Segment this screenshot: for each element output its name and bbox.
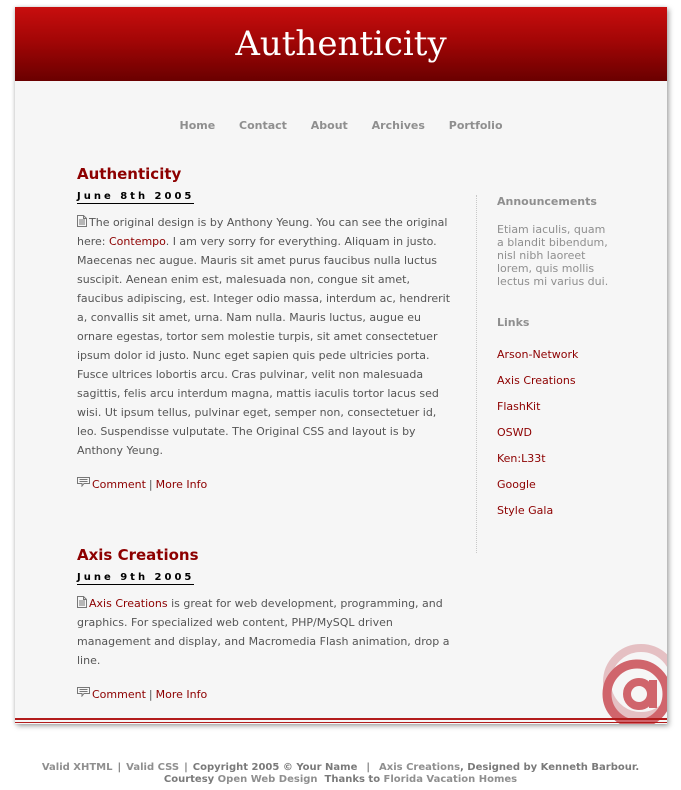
valid-css-link[interactable]: Valid CSS [126, 762, 180, 773]
separator: | [184, 762, 188, 773]
announcements-text: Etiam iaculis, quam a blandit bibendum, nisl nibh laoreet lorem, quis mollis lectus mi varius dui. [497, 223, 609, 288]
sidebar-divider [476, 195, 477, 553]
separator: | [117, 762, 122, 773]
page-container [15, 7, 667, 724]
link-ken-l33t[interactable]: Ken:L33t [497, 452, 546, 465]
nav-about[interactable]: About [310, 119, 348, 132]
separator: | [148, 478, 153, 491]
site-title: Authenticity [235, 24, 447, 64]
post-actions [77, 687, 452, 703]
post-text: . I am very sorry for everything. Aliquam in justo. Maecenas nec augue. Mauris sit amet purus faucibus nulla luctus suscipit. Aenean enim est, malesuada non, congue sit amet, faucibus adipiscing, est. Integer odio massa, interdum ac, hendrerit a, convallis sit amet, urna. Nam nulla. Mauris luctus, augue eu ornare egestas, tortor sem molestie turpis, sit amet consectetuer ipsum dolor id justo. Nunc eget sapien quis pede ultricies porta. Fusce ultrices lobortis arcu. Cras pulvinar, velit non malesuada sagittis, felis arcu interdum magna, mattis iaculis tortor lacus sed wisi. Ut ipsum tellus, pulvinar eget, semper non, consectetuer id, leo. Suspendisse vulputate. The Original CSS and layout is by Anthony Yeung. [77, 235, 451, 457]
nav-home[interactable]: Home [179, 119, 216, 132]
nav-archives[interactable]: Archives [371, 119, 425, 132]
post-date: June 9th 2005 [77, 572, 195, 583]
copyright-text: Copyright 2005 © Your Name [192, 762, 358, 773]
more-info-link[interactable]: More Info [155, 688, 208, 701]
post-body [77, 594, 452, 670]
list-item [497, 420, 637, 446]
sidebar [497, 195, 637, 524]
link-axis-creations[interactable]: Axis Creations [497, 374, 576, 387]
link-arson-network[interactable]: Arson-Network [497, 348, 579, 361]
designed-by-text: , Designed by Kenneth Barbour. [460, 762, 640, 773]
comment-icon [77, 477, 90, 487]
post-date: June 8th 2005 [77, 191, 195, 202]
comment-link[interactable]: Comment [92, 688, 146, 701]
link-oswd[interactable]: OSWD [497, 426, 532, 439]
post-actions [77, 477, 452, 493]
florida-vacation-homes-link[interactable]: Florida Vacation Homes [383, 774, 518, 785]
site-footer [0, 762, 681, 786]
post-title: Axis Creations [77, 546, 199, 564]
link-flashkit[interactable]: FlashKit [497, 400, 541, 413]
at-sign-logo-icon [597, 634, 667, 724]
footer-line-1 [0, 762, 681, 774]
links-heading: Links [497, 316, 530, 329]
post-body [77, 213, 452, 460]
post-text: The original design is by Anthony Yeung. You can see the original here: [77, 216, 448, 248]
comment-icon [77, 687, 90, 697]
list-item [497, 498, 637, 524]
list-item [497, 394, 637, 420]
axis-creations-link[interactable]: Axis Creations [89, 597, 168, 610]
open-web-design-link[interactable]: Open Web Design [217, 774, 318, 785]
list-item [497, 446, 637, 472]
nav-contact[interactable]: Contact [239, 119, 287, 132]
footer-line-2 [0, 774, 681, 786]
document-icon [77, 596, 87, 608]
comment-link[interactable]: Comment [92, 478, 146, 491]
list-item [497, 342, 637, 368]
document-icon [77, 215, 87, 227]
links-list [497, 342, 637, 524]
link-style-gala[interactable]: Style Gala [497, 504, 554, 517]
site-header [15, 7, 667, 81]
courtesy-text: Courtesy [163, 774, 215, 785]
separator: | [148, 688, 153, 701]
post-text: is great for web development, programming, and graphics. For specialized web content, PHP/MySQL driven management and display, and Macromedia Flash animation, drop a line. [77, 597, 450, 667]
list-item [497, 472, 637, 498]
nav-portfolio[interactable]: Portfolio [448, 119, 503, 132]
axis-creations-footer-link[interactable]: Axis Creations [379, 762, 461, 773]
link-google[interactable]: Google [497, 478, 536, 491]
main-nav [15, 119, 667, 132]
thanks-text: Thanks to [324, 774, 381, 785]
separator: | [366, 762, 371, 773]
valid-xhtml-link[interactable]: Valid XHTML [41, 762, 113, 773]
bottom-divider [15, 718, 667, 723]
main-content [77, 164, 452, 703]
post [77, 545, 452, 703]
post-title: Authenticity [77, 165, 182, 183]
post [77, 164, 452, 493]
contempo-link[interactable]: Contempo [109, 235, 166, 248]
list-item [497, 368, 637, 394]
more-info-link[interactable]: More Info [155, 478, 208, 491]
announcements-heading: Announcements [497, 195, 597, 208]
